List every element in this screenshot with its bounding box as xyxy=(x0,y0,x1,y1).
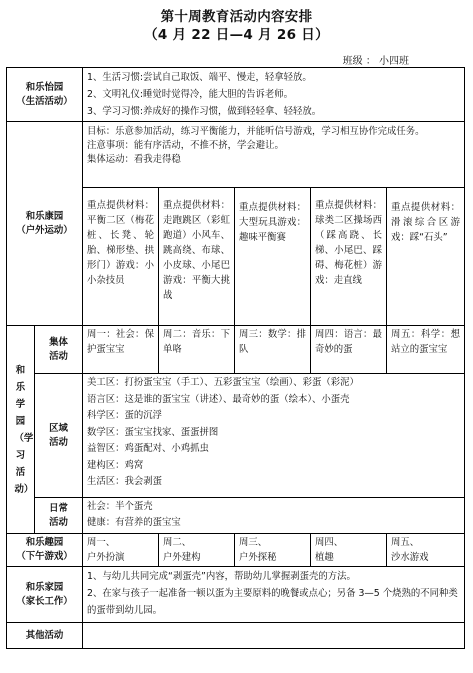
class-label: 班级 ： 小四班 xyxy=(342,56,409,67)
outdoor-info xyxy=(83,122,465,188)
date-range: （4 月 22 日—4 月 26 日） xyxy=(144,27,329,43)
outdoor-label-name: 和乐康园 xyxy=(25,210,64,222)
daily-item: 社会：半个蛋壳 xyxy=(87,501,153,512)
regional-item: 美工区：打扮蛋宝宝（手工）、五彩蛋宝宝（绘画）、彩蛋（彩泥） xyxy=(87,377,359,388)
daily-item: 健康：有营养的蛋宝宝 xyxy=(87,517,181,528)
collective-label xyxy=(35,326,83,374)
outdoor-group: 集体运动：看我走得稳 xyxy=(87,154,181,165)
outdoor-row-info xyxy=(7,122,465,188)
regional-item: 生活区：我会剥蛋 xyxy=(87,476,163,487)
outdoor-zone: 重点提供材料：走跑跳区（彩虹跑道）小风车、跳高绕、布球、小皮球、小尾巴游戏：平衡大挑战 xyxy=(159,188,235,326)
afternoon-day-name: 周一、 xyxy=(87,537,116,548)
other-content xyxy=(83,623,465,649)
afternoon-row xyxy=(7,534,465,567)
learning-label xyxy=(7,326,35,534)
outdoor-label-type: （户外运动） xyxy=(16,224,73,236)
regional-item: 数学区：蛋宝宝找家、蛋蛋拼图 xyxy=(87,426,219,438)
afternoon-day xyxy=(387,534,465,567)
living-content xyxy=(83,68,465,122)
regional-content xyxy=(83,374,465,498)
outdoor-notes: 注意事项：能有序活动，不推不挤，学会避让。 xyxy=(87,140,284,151)
family-label xyxy=(7,567,83,623)
afternoon-label-name: 和乐趣园 xyxy=(25,537,64,548)
outdoor-zone: 重点提供材料：滑滚综合区游戏：踩“石头” xyxy=(387,188,465,326)
outdoor-zone: 重点提供材料：平衡二区（梅花桩、长凳、轮胎、梯形垫、拱形门）游戏：小小杂技员 xyxy=(83,188,159,326)
afternoon-day xyxy=(159,534,235,567)
regional-item: 益智区：鸡蛋配对、小鸡抓虫 xyxy=(87,443,209,454)
regional-label xyxy=(35,374,83,498)
afternoon-day xyxy=(83,534,159,567)
daily-label xyxy=(35,498,83,534)
daily-row xyxy=(7,498,465,534)
collective-day: 周一：社会：保护蛋宝宝 xyxy=(83,326,159,374)
living-row xyxy=(7,68,465,122)
afternoon-day xyxy=(235,534,311,567)
other-label: 其他活动 xyxy=(7,623,83,649)
family-label-name: 和乐家园 xyxy=(25,581,64,593)
family-content xyxy=(83,567,465,623)
afternoon-day xyxy=(311,534,387,567)
schedule-table xyxy=(6,67,465,649)
outdoor-goal: 目标：乐意参加活动，练习平衡能力，并能听信号游戏，学习相互协作完成任务。 xyxy=(87,126,425,137)
living-label xyxy=(7,68,83,122)
family-item: 2、在家与孩子一起准备一顿以蛋为主要原料的晚餐或点心；另备 3—5 个烧熟的不同种类的蛋带到幼儿园。 xyxy=(87,588,458,616)
afternoon-day-name: 周三、 xyxy=(239,537,268,548)
collective-row xyxy=(7,326,465,374)
daily-label-text: 日常活动 xyxy=(49,502,68,528)
collective-day: 周四：语言：最奇妙的蛋 xyxy=(311,326,387,374)
collective-day: 周五：科学：想站立的蛋宝宝 xyxy=(387,326,465,374)
other-row xyxy=(7,623,465,649)
regional-item: 科学区：蛋的沉浮 xyxy=(87,410,163,421)
living-item: 2、文明礼仪:睡觉时觉得冷，能大胆的告诉老师。 xyxy=(87,89,294,100)
outdoor-label xyxy=(7,122,83,326)
afternoon-game: 户外探秘 xyxy=(239,552,277,563)
afternoon-day-name: 周五、 xyxy=(391,537,420,548)
afternoon-game: 户外建构 xyxy=(163,552,201,563)
page-title: 第十周教育活动内容安排 xyxy=(160,9,313,25)
regional-item: 语言区：这是谁的蛋宝宝（讲述）、最奇妙的蛋（绘本）、小蛋壳 xyxy=(87,393,350,405)
outdoor-zone: 重点提供材料：球类二区操场西（踩高跷、长梯、小尾巴、踩碍、梅花桩）游戏：走直线 xyxy=(311,188,387,326)
family-label-type: （家长工作） xyxy=(16,595,73,607)
living-label-type: （生活活动） xyxy=(16,95,73,107)
living-label-name: 和乐怡园 xyxy=(25,81,64,93)
afternoon-label-type: （下午游戏） xyxy=(16,551,73,562)
afternoon-day-name: 周二、 xyxy=(163,537,192,548)
afternoon-game: 户外扮演 xyxy=(87,552,125,563)
collective-day: 周二：音乐：下单咯 xyxy=(159,326,235,374)
outdoor-zone: 重点提供材料：大型玩具游戏：趣味平衡赛 xyxy=(235,188,311,326)
afternoon-game: 沙水游戏 xyxy=(391,552,429,563)
regional-label-text: 区域活动 xyxy=(49,422,68,448)
afternoon-label xyxy=(7,534,83,567)
collective-label-text: 集体活动 xyxy=(49,336,68,362)
living-item: 3、学习习惯:养成好的操作习惯，做到轻轻拿、轻轻放。 xyxy=(87,106,322,117)
afternoon-game: 植趣 xyxy=(315,552,334,563)
family-item: 1、与幼儿共同完成“剥蛋壳”内容，帮助幼儿掌握剥蛋壳的方法。 xyxy=(87,571,356,582)
living-item: 1、生活习惯:尝试自己取饭、端平、慢走，轻拿轻放。 xyxy=(87,72,312,83)
regional-item: 建构区：鸡窝 xyxy=(87,459,144,471)
afternoon-day-name: 周四、 xyxy=(315,537,344,548)
collective-day: 周三：数学：排队 xyxy=(235,326,311,374)
learning-label-text: 和乐学园（学习活动） xyxy=(14,364,34,495)
family-row xyxy=(7,567,465,623)
daily-content xyxy=(83,498,465,534)
regional-row xyxy=(7,374,465,498)
